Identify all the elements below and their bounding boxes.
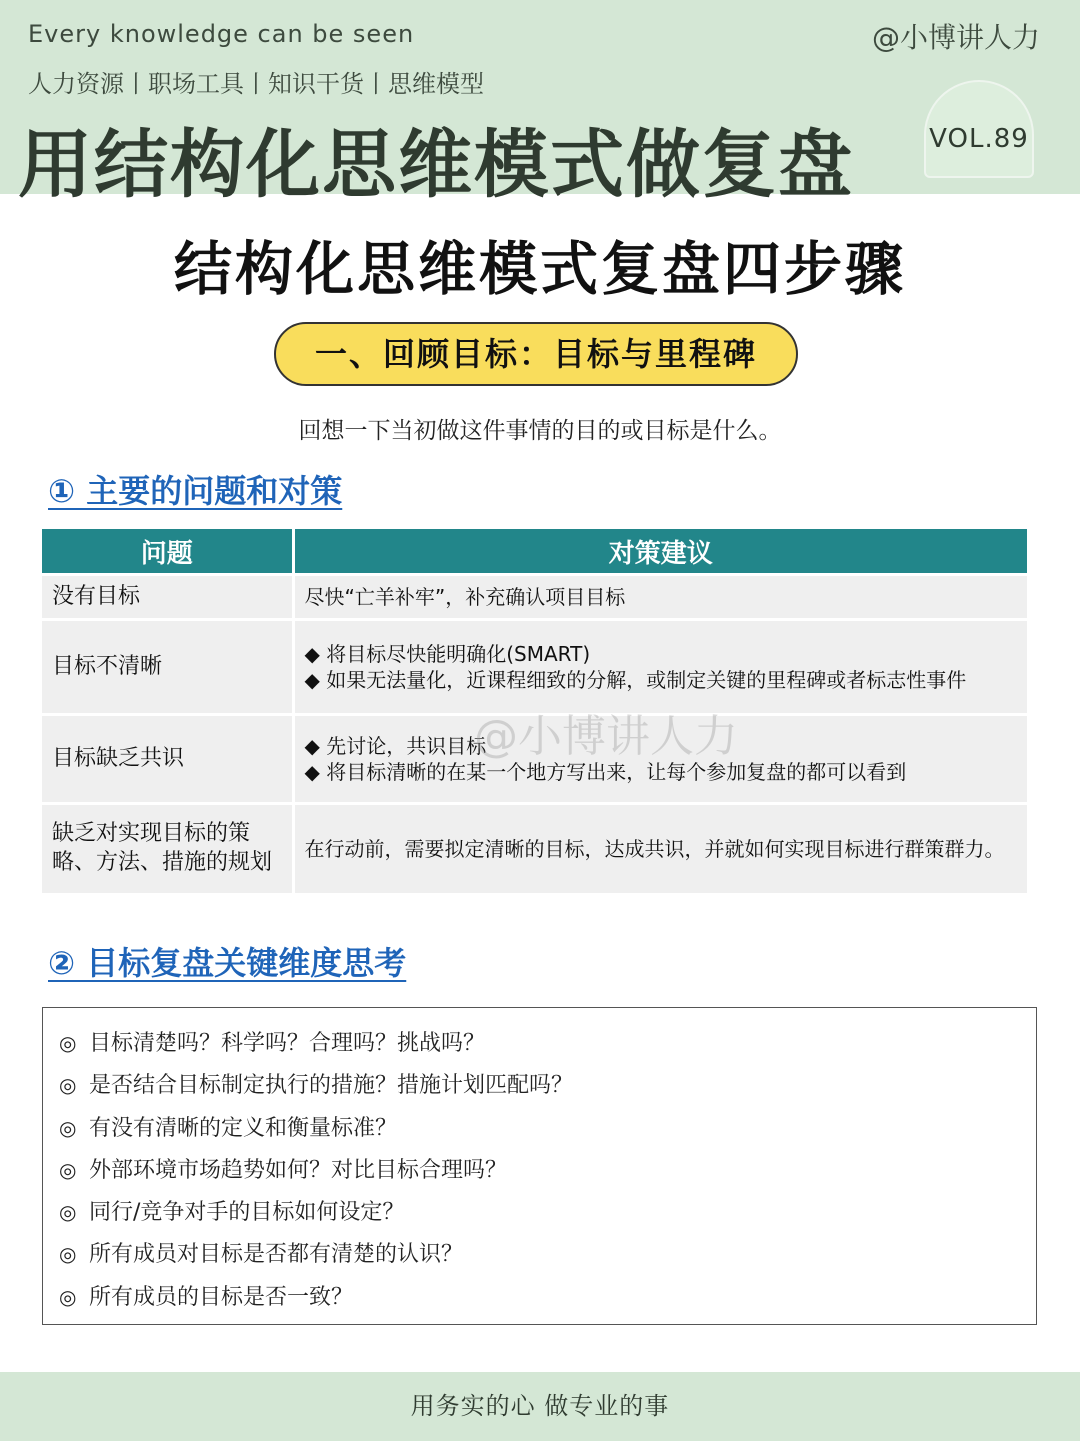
section-title: 结构化思维模式复盘四步骤: [173, 235, 906, 303]
table-row: [42, 804, 1027, 894]
table-row: [42, 715, 1027, 804]
watermark: @小博讲人力: [474, 711, 738, 762]
solution-cell: [293, 804, 1027, 894]
solution-line: ◆ 将目标尽快能明确化(SMART): [304, 642, 591, 666]
problem-cell: 目标缺乏共识: [42, 715, 293, 804]
question-text: 所有成员对目标是否都有清楚的认识？: [89, 1242, 464, 1268]
list-item: [59, 1022, 1036, 1064]
solution-line: ◆ 如果无法量化，近课程细致的分解，或制定关键的里程碑或者标志性事件: [304, 668, 967, 692]
tagline: Every knowledge can be seen: [28, 20, 415, 48]
problem-cell: 没有目标: [42, 575, 293, 620]
double-circle-icon: ◎: [59, 1115, 77, 1140]
double-circle-icon: ◎: [59, 1242, 77, 1267]
solution-line: 尽快“亡羊补牢”，补充确认项目目标: [304, 585, 626, 609]
footer-band: [0, 1372, 1080, 1441]
double-circle-icon: ◎: [59, 1073, 77, 1098]
solution-line: ◆ 将目标清晰的在某一个地方写出来，让每个参加复盘的都可以看到: [304, 760, 907, 784]
question-text: 同行/竞争对手的目标如何设定？: [89, 1200, 405, 1226]
problem-solution-table: [42, 529, 1027, 893]
list-item: [59, 1149, 1036, 1191]
problem-cell: 缺乏对实现目标的策略、方法、措施的规划: [42, 804, 293, 894]
column-header-problem: 问题: [42, 529, 293, 575]
intro-text: 回想一下当初做这件事情的目的或目标是什么。: [298, 418, 782, 444]
header-band: [0, 0, 1080, 208]
volume-number: VOL.89: [929, 124, 1029, 154]
double-circle-icon: ◎: [59, 1031, 77, 1055]
question-list: [43, 1008, 1036, 1318]
question-text: 所有成员的目标是否一致？: [89, 1284, 354, 1310]
volume-badge: [924, 80, 1034, 178]
author-handle: @小博讲人力: [871, 21, 1040, 54]
questions-box: [42, 1007, 1037, 1325]
question-text: 有没有清晰的定义和衡量标准？: [89, 1115, 398, 1141]
list-item: [59, 1276, 1036, 1318]
solution-cell: [293, 620, 1027, 715]
question-text: 外部环境市场趋势如何？对比目标合理吗？: [89, 1157, 508, 1183]
solution-cell: [293, 575, 1027, 620]
list-item: [59, 1064, 1036, 1106]
part1-heading: ① 主要的问题和对策: [48, 472, 343, 510]
step-pill: 一、回顾目标：目标与里程碑: [274, 322, 798, 386]
footer-slogan: 用务实的心 做专业的事: [410, 1392, 670, 1420]
solution-line: ◆ 先讨论，共识目标: [304, 734, 487, 758]
question-text: 是否结合目标制定执行的措施？措施计划匹配吗？: [89, 1073, 574, 1099]
solution-cell: [293, 715, 1027, 804]
list-item: [59, 1107, 1036, 1149]
main-title: 用结构化思维模式做复盘: [18, 122, 854, 208]
table-header-row: [42, 529, 1027, 575]
double-circle-icon: ◎: [59, 1157, 77, 1182]
double-circle-icon: ◎: [59, 1284, 77, 1309]
list-item: [59, 1191, 1036, 1233]
problem-cell: 目标不清晰: [42, 620, 293, 715]
table-row: [42, 575, 1027, 620]
solution-line: 在行动前，需要拟定清晰的目标，达成共识，并就如何实现目标进行群策群力。: [304, 837, 1005, 861]
list-item: [59, 1233, 1036, 1275]
category-list: 人力资源丨职场工具丨知识干货丨思维模型: [28, 70, 484, 98]
part2-heading: ② 目标复盘关键维度思考: [48, 944, 407, 982]
column-header-solution: 对策建议: [293, 529, 1027, 575]
question-text: 目标清楚吗？科学吗？合理吗？挑战吗？: [89, 1031, 486, 1056]
double-circle-icon: ◎: [59, 1200, 77, 1225]
table-row: [42, 620, 1027, 715]
